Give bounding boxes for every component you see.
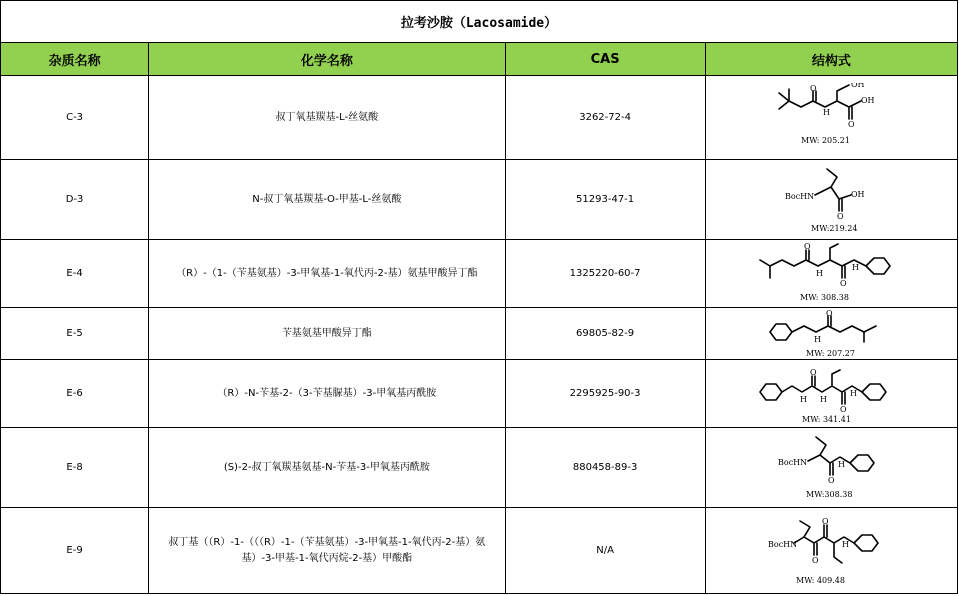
structure-cell [705,240,957,308]
svg-text:O: O [837,211,844,221]
svg-text:OH: OH [861,95,875,105]
table-row [1,240,958,308]
table-row [1,308,958,360]
molecular-weight: MW:308.38 [806,489,853,499]
svg-text:O: O [804,241,811,251]
impurity-id: E-9 [1,508,149,594]
structure-diagram [781,165,881,235]
molecular-weight: MW: 409.48 [796,575,846,585]
svg-text:H: H [850,388,858,398]
structure-diagram [756,362,906,426]
impurity-id: E-5 [1,308,149,360]
svg-text:O: O [810,367,817,377]
svg-text:O: O [828,475,835,485]
impurity-id: D-3 [1,160,149,240]
header-impurity: 杂质名称 [1,43,149,76]
chemical-name: （R）-（1-（苄基氨基）-3-甲氧基-1-氧代丙-2-基）氨基甲酸异丁酯 [149,240,505,308]
structure-cell [705,508,957,594]
structure-diagram [756,242,906,306]
structure-diagram [756,310,906,358]
chemical-name: N-叔丁氧基羰基-O-甲基-L-丝氨酸 [149,160,505,240]
molecular-weight: MW: 207.27 [806,348,856,358]
svg-text:H: H [800,394,808,404]
svg-text:BocHN: BocHN [768,539,798,549]
svg-text:O: O [840,278,847,288]
table-row [1,360,958,428]
svg-text:BocHN: BocHN [778,457,808,467]
svg-text:O: O [812,555,819,565]
header-row [1,43,958,76]
cas-number: 880458-89-3 [505,428,705,508]
svg-text:H: H [823,107,831,117]
chemical-name: (S)-2-叔丁氧羰基氨基-N-苄基-3-甲氧基丙酰胺 [149,428,505,508]
table-row [1,160,958,240]
table-title-row [1,1,958,43]
svg-text:H: H [838,459,846,469]
structure-cell [705,308,957,360]
svg-text:OH: OH [851,82,865,89]
svg-text:H: H [852,262,860,272]
impurity-id: C-3 [1,76,149,160]
chemical-name: 苄基氨基甲酸异丁酯 [149,308,505,360]
structure-diagram [771,83,891,153]
header-structure: 结构式 [705,43,957,76]
svg-text:H: H [814,334,822,344]
molecular-weight: MW:219.24 [811,223,858,233]
cas-number: 69805-82-9 [505,308,705,360]
structure-cell [705,76,957,160]
cas-number: 1325220-60-7 [505,240,705,308]
structure-diagram [766,513,896,589]
impurity-id: E-6 [1,360,149,428]
structure-diagram [776,433,886,503]
table-row [1,508,958,594]
cas-number: N/A [505,508,705,594]
svg-text:BocHN: BocHN [785,191,815,201]
impurity-id: E-4 [1,240,149,308]
cas-number: 3262-72-4 [505,76,705,160]
svg-text:H: H [842,539,850,549]
svg-text:H: H [816,268,824,278]
chemical-name: 叔丁氧基羰基-L-丝氨酸 [149,76,505,160]
svg-text:O: O [822,516,829,526]
molecular-weight: MW: 341.41 [802,414,852,424]
structure-cell [705,160,957,240]
cas-number: 2295925-90-3 [505,360,705,428]
table-row [1,76,958,160]
header-cas: CAS [505,43,705,76]
molecular-weight: MW: 205.21 [801,135,851,145]
structure-cell [705,360,957,428]
svg-text:OH: OH [851,189,865,199]
svg-text:H: H [820,394,828,404]
chemical-name: 叔丁基（（R）-1-（（（R）-1-（苄基氨基）-3-甲氧基-1-氧代丙-2-基）氨基）-3-甲基-1-氧代丙烷-2-基）甲酸酯 [149,508,505,594]
structure-cell [705,428,957,508]
svg-text:O: O [826,309,833,318]
header-chem-name: 化学名称 [149,43,505,76]
table-title: 拉考沙胺（Lacosamide） [1,1,958,43]
svg-text:O: O [840,404,847,414]
cas-number: 51293-47-1 [505,160,705,240]
molecular-weight: MW: 308.38 [800,292,850,302]
table-row [1,428,958,508]
svg-text:O: O [810,83,817,93]
chemical-name: （R）-N-苄基-2-（3-苄基脲基）-3-甲氧基丙酰胺 [149,360,505,428]
svg-text:O: O [848,119,855,129]
impurity-id: E-8 [1,428,149,508]
